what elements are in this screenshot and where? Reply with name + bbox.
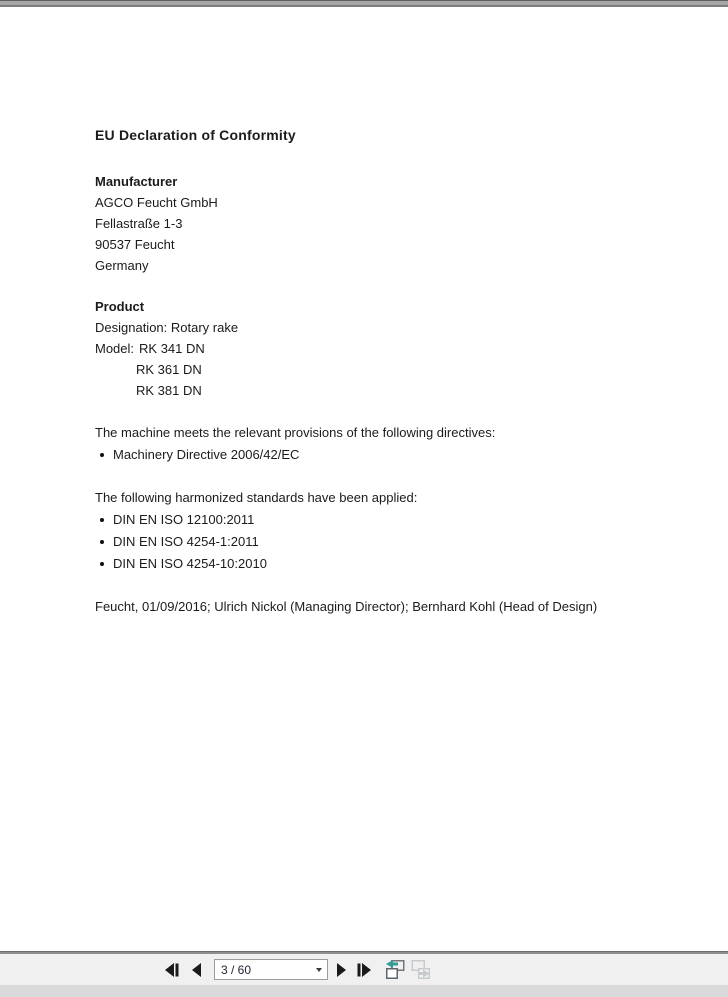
bullet-icon <box>100 562 104 566</box>
product-model-row <box>95 338 668 359</box>
model-2: RK 361 DN <box>136 362 202 377</box>
page-navigation-toolbar <box>0 954 728 985</box>
bottom-bars <box>0 951 728 997</box>
document-title: EU Declaration of Conformity <box>95 127 296 143</box>
list-item <box>95 531 668 553</box>
model-1: RK 341 DN <box>139 341 205 356</box>
first-page-icon <box>164 963 180 977</box>
previous-page-button[interactable] <box>191 963 202 977</box>
previous-view-button[interactable] <box>385 959 405 980</box>
model-3: RK 381 DN <box>136 383 202 398</box>
window-top-strip <box>0 0 728 7</box>
manufacturer-name: AGCO Feucht GmbH <box>95 195 218 210</box>
manufacturer-street: Fellastraße 1-3 <box>95 216 183 231</box>
manufacturer-country: Germany <box>95 258 149 273</box>
first-page-button[interactable] <box>164 963 180 977</box>
directives-intro: The machine meets the relevant provisions of the following directives: <box>95 425 496 440</box>
standards-list <box>95 509 668 575</box>
bullet-icon <box>100 540 104 544</box>
document-viewport <box>0 7 728 951</box>
pdf-page <box>0 7 728 617</box>
page-number-combobox[interactable] <box>214 959 328 980</box>
list-item <box>95 444 668 466</box>
bullet-icon <box>100 453 104 457</box>
next-view-button[interactable] <box>411 959 431 980</box>
list-item <box>95 553 668 575</box>
chevron-down-icon <box>316 968 322 972</box>
nav-button-group <box>164 959 431 980</box>
manufacturer-heading: Manufacturer <box>95 174 178 189</box>
standards-intro: The following harmonized standards have been applied: <box>95 490 418 505</box>
next-page-icon <box>336 963 347 977</box>
manufacturer-city: 90537 Feucht <box>95 237 175 252</box>
signature-line: Feucht, 01/09/2016; Ulrich Nickol (Managing Director); Bernhard Kohl (Head of Design) <box>95 599 598 614</box>
standard-item: DIN EN ISO 4254-10:2010 <box>113 556 267 571</box>
previous-view-icon <box>385 959 405 980</box>
next-page-button[interactable] <box>336 963 347 977</box>
standard-item: DIN EN ISO 4254-1:2011 <box>113 534 259 549</box>
directives-list <box>95 444 668 466</box>
model-label: Model: <box>95 341 135 356</box>
bullet-icon <box>100 518 104 522</box>
previous-page-icon <box>191 963 202 977</box>
standard-item: DIN EN ISO 12100:2011 <box>113 512 255 527</box>
page-number-input[interactable] <box>216 961 308 978</box>
directive-item: Machinery Directive 2006/42/EC <box>113 447 300 462</box>
list-item <box>95 509 668 531</box>
status-strip <box>0 985 728 997</box>
last-page-button[interactable] <box>356 963 372 977</box>
page-combo-dropdown-button[interactable] <box>311 960 327 979</box>
last-page-icon <box>356 963 372 977</box>
product-designation: Designation: Rotary rake <box>95 320 239 335</box>
product-heading: Product <box>95 299 145 314</box>
next-view-icon <box>411 959 431 980</box>
